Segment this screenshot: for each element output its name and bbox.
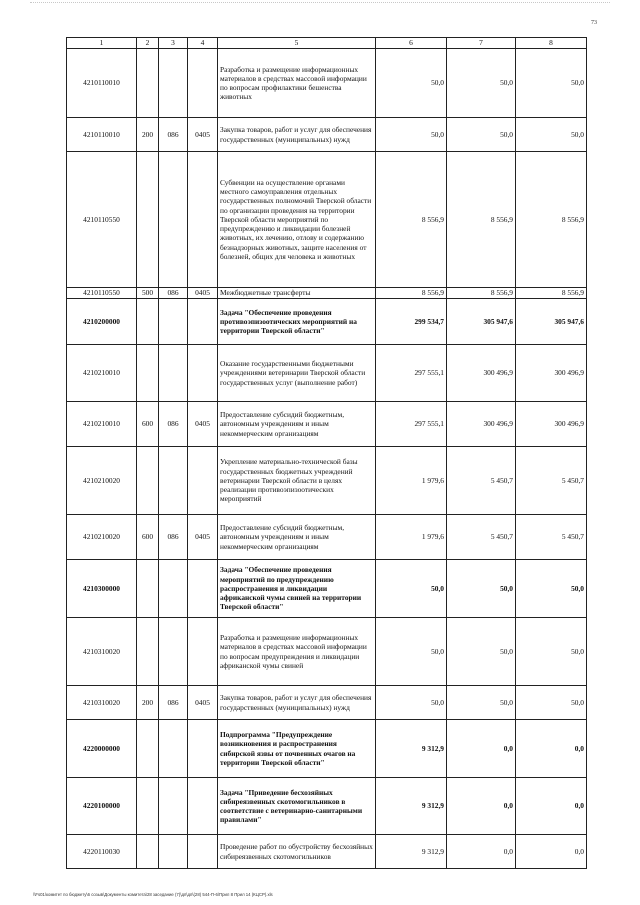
department-cell — [159, 49, 188, 118]
amount-year1-cell: 50,0 — [376, 560, 447, 618]
scan-artifact-line — [30, 2, 610, 9]
section-cell — [188, 618, 218, 686]
amount-year1-cell: 50,0 — [376, 618, 447, 686]
description-cell: Разработка и размещение информационных материалов в средствах массовой информации по вопросам предупреждения и ликвидации африканской чумы свиней — [218, 618, 376, 686]
amount-year3-cell: 5 450,7 — [516, 447, 587, 515]
table-row — [67, 118, 587, 152]
description-cell: Задача "Обеспечение проведения противоэпизоотических мероприятий на территории Тверской области" — [218, 299, 376, 345]
amount-year1-cell: 297 555,1 — [376, 402, 447, 447]
table-row — [67, 288, 587, 299]
section-cell: 0405 — [188, 118, 218, 152]
expense-type-cell — [137, 49, 159, 118]
amount-year1-cell: 50,0 — [376, 686, 447, 720]
amount-year3-cell: 305 947,6 — [516, 299, 587, 345]
section-cell — [188, 447, 218, 515]
amount-year3-cell: 50,0 — [516, 118, 587, 152]
amount-year2-cell: 300 496,9 — [447, 345, 516, 402]
column-header: 2 — [137, 38, 159, 49]
section-cell — [188, 835, 218, 869]
expense-type-cell — [137, 299, 159, 345]
target-code-cell: 4210210010 — [67, 345, 137, 402]
department-cell: 086 — [159, 402, 188, 447]
target-code-cell: 4210110010 — [67, 118, 137, 152]
department-cell: 086 — [159, 118, 188, 152]
expense-type-cell — [137, 618, 159, 686]
column-header: 6 — [376, 38, 447, 49]
amount-year3-cell: 50,0 — [516, 618, 587, 686]
target-code-cell: 4210110550 — [67, 288, 137, 299]
target-code-cell: 4210210020 — [67, 447, 137, 515]
section-cell — [188, 49, 218, 118]
target-code-cell: 4210310020 — [67, 686, 137, 720]
target-code-cell: 4220100000 — [67, 778, 137, 835]
table-row — [67, 778, 587, 835]
expense-type-cell: 200 — [137, 686, 159, 720]
amount-year1-cell: 8 556,9 — [376, 288, 447, 299]
expense-type-cell: 600 — [137, 402, 159, 447]
description-cell: Закупка товаров, работ и услуг для обеспечения государственных (муниципальных) нужд — [218, 118, 376, 152]
department-cell — [159, 778, 188, 835]
department-cell — [159, 299, 188, 345]
expense-type-cell: 200 — [137, 118, 159, 152]
column-header: 1 — [67, 38, 137, 49]
target-code-cell: 4210210020 — [67, 515, 137, 560]
amount-year1-cell: 9 312,9 — [376, 720, 447, 778]
department-cell — [159, 152, 188, 288]
amount-year3-cell: 0,0 — [516, 778, 587, 835]
amount-year3-cell: 8 556,9 — [516, 288, 587, 299]
table-row — [67, 402, 587, 447]
description-cell: Закупка товаров, работ и услуг для обеспечения государственных (муниципальных) нужд — [218, 686, 376, 720]
amount-year2-cell: 50,0 — [447, 49, 516, 118]
department-cell: 086 — [159, 686, 188, 720]
amount-year1-cell: 9 312,9 — [376, 835, 447, 869]
section-cell: 0405 — [188, 288, 218, 299]
amount-year1-cell: 50,0 — [376, 49, 447, 118]
amount-year2-cell: 300 496,9 — [447, 402, 516, 447]
amount-year2-cell: 8 556,9 — [447, 152, 516, 288]
amount-year2-cell: 5 450,7 — [447, 447, 516, 515]
amount-year2-cell: 0,0 — [447, 778, 516, 835]
target-code-cell: 4210300000 — [67, 560, 137, 618]
amount-year3-cell: 0,0 — [516, 835, 587, 869]
description-cell: Субвенции на осуществление органами местного самоуправления отдельных государственных полномочий Тверской области по организации проведения на территории Тверской области мероприятий по предупреждению и ликвидации болезней животных, их лечению, отлову и содержанию безнадзорных животных, защите населения от болезней, общих для человека и животных — [218, 152, 376, 288]
target-code-cell: 4210210010 — [67, 402, 137, 447]
amount-year2-cell: 0,0 — [447, 720, 516, 778]
expense-type-cell — [137, 152, 159, 288]
expense-type-cell: 600 — [137, 515, 159, 560]
description-cell: Предоставление субсидий бюджетным, автономным учреждениям и иным некоммерческим организациям — [218, 402, 376, 447]
table-row — [67, 560, 587, 618]
table-header-row — [67, 38, 587, 49]
amount-year2-cell: 305 947,6 — [447, 299, 516, 345]
table-row — [67, 720, 587, 778]
target-code-cell: 4220000000 — [67, 720, 137, 778]
amount-year1-cell: 8 556,9 — [376, 152, 447, 288]
expense-type-cell — [137, 720, 159, 778]
description-cell: Разработка и размещение информационных материалов в средствах массовой информации по вопросам профилактики бешенства животных — [218, 49, 376, 118]
amount-year1-cell: 297 555,1 — [376, 345, 447, 402]
description-cell: Задача "Обеспечение проведения мероприятий по предупреждению распространения и ликвидации африканской чумы свиней на территории Тверской области" — [218, 560, 376, 618]
description-cell: Задача "Приведение бесхозяйных сибиреязвенных скотомогильников в соответствие с ветеринарно-санитарными правилами" — [218, 778, 376, 835]
amount-year3-cell: 300 496,9 — [516, 402, 587, 447]
description-cell: Межбюджетные трансферты — [218, 288, 376, 299]
section-cell — [188, 299, 218, 345]
target-code-cell: 4210110010 — [67, 49, 137, 118]
department-cell — [159, 720, 188, 778]
target-code-cell: 4210310020 — [67, 618, 137, 686]
amount-year2-cell: 50,0 — [447, 118, 516, 152]
column-header: 4 — [188, 38, 218, 49]
expense-type-cell — [137, 835, 159, 869]
file-path-footer: \\Fs01\комитет по бюджету\6 созыв\Документы комитета\28 заседание (7)\дп\дп\(28) 544-П-6\Прил 8 Прил 14 (КЦСР).xls — [33, 892, 273, 897]
amount-year3-cell: 8 556,9 — [516, 152, 587, 288]
department-cell — [159, 447, 188, 515]
target-code-cell: 4210200000 — [67, 299, 137, 345]
amount-year2-cell: 50,0 — [447, 618, 516, 686]
page-number: 73 — [591, 20, 597, 26]
section-cell — [188, 345, 218, 402]
target-code-cell: 4210110550 — [67, 152, 137, 288]
amount-year2-cell: 0,0 — [447, 835, 516, 869]
table-row — [67, 618, 587, 686]
description-cell: Подпрограмма "Предупреждение возникновения и распространения сибирской язвы от почвенных очагов на территории Тверской области" — [218, 720, 376, 778]
amount-year3-cell: 50,0 — [516, 560, 587, 618]
table-row — [67, 345, 587, 402]
amount-year1-cell: 9 312,9 — [376, 778, 447, 835]
table-body — [67, 49, 587, 869]
budget-table — [66, 37, 587, 869]
description-cell: Предоставление субсидий бюджетным, автономным учреждениям и иным некоммерческим организациям — [218, 515, 376, 560]
expense-type-cell — [137, 447, 159, 515]
section-cell: 0405 — [188, 402, 218, 447]
expense-type-cell — [137, 560, 159, 618]
table-row — [67, 447, 587, 515]
table-row — [67, 686, 587, 720]
description-cell: Укрепление материально-технической базы государственных бюджетных учреждений ветеринарии Тверской области в целях реализации противоэпизоотических мероприятий — [218, 447, 376, 515]
expense-type-cell — [137, 778, 159, 835]
department-cell — [159, 618, 188, 686]
section-cell — [188, 720, 218, 778]
amount-year2-cell: 50,0 — [447, 560, 516, 618]
section-cell — [188, 152, 218, 288]
amount-year3-cell: 300 496,9 — [516, 345, 587, 402]
expense-type-cell: 500 — [137, 288, 159, 299]
description-cell: Проведение работ по обустройству бесхозяйных сибиреязвенных скотомогильников — [218, 835, 376, 869]
amount-year3-cell: 50,0 — [516, 686, 587, 720]
department-cell — [159, 560, 188, 618]
amount-year3-cell: 0,0 — [516, 720, 587, 778]
section-cell — [188, 560, 218, 618]
department-cell: 086 — [159, 288, 188, 299]
column-header: 5 — [218, 38, 376, 49]
amount-year1-cell: 1 979,6 — [376, 515, 447, 560]
table-row — [67, 49, 587, 118]
section-cell: 0405 — [188, 515, 218, 560]
amount-year3-cell: 5 450,7 — [516, 515, 587, 560]
section-cell — [188, 778, 218, 835]
amount-year2-cell: 8 556,9 — [447, 288, 516, 299]
amount-year1-cell: 1 979,6 — [376, 447, 447, 515]
column-header: 3 — [159, 38, 188, 49]
amount-year1-cell: 299 534,7 — [376, 299, 447, 345]
column-header: 8 — [516, 38, 587, 49]
amount-year1-cell: 50,0 — [376, 118, 447, 152]
table-row — [67, 515, 587, 560]
department-cell — [159, 835, 188, 869]
amount-year2-cell: 5 450,7 — [447, 515, 516, 560]
section-cell: 0405 — [188, 686, 218, 720]
table-row — [67, 152, 587, 288]
target-code-cell: 4220110030 — [67, 835, 137, 869]
amount-year3-cell: 50,0 — [516, 49, 587, 118]
expense-type-cell — [137, 345, 159, 402]
department-cell: 086 — [159, 515, 188, 560]
table-row — [67, 835, 587, 869]
table-row — [67, 299, 587, 345]
department-cell — [159, 345, 188, 402]
description-cell: Оказание государственными бюджетными учреждениями ветеринарии Тверской области государственных услуг (выполнение работ) — [218, 345, 376, 402]
amount-year2-cell: 50,0 — [447, 686, 516, 720]
column-header: 7 — [447, 38, 516, 49]
